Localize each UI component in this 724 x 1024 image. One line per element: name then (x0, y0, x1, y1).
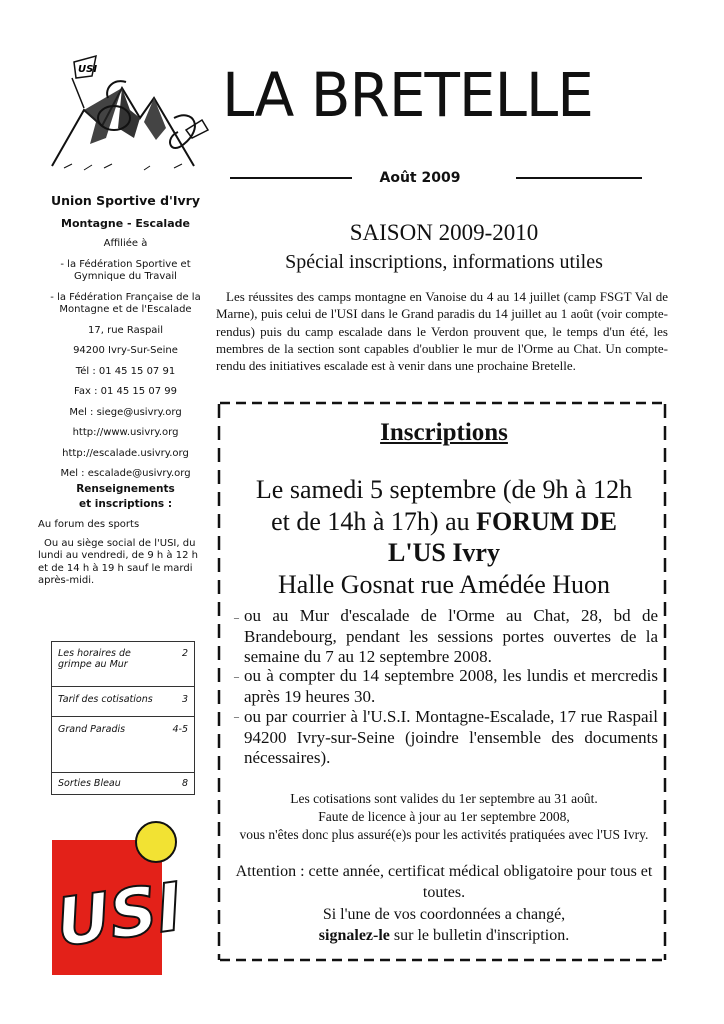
bullet-dash: – (234, 712, 239, 723)
sidebar-info-heading-1: Renseignements (76, 482, 175, 495)
sidebar-forum: Au forum des sports (38, 519, 140, 531)
toc-row[interactable] (52, 686, 194, 716)
toc-page: 4-5 (172, 724, 188, 735)
svg-text:USI: USI (78, 64, 98, 75)
forum-announcement (226, 474, 662, 601)
sidebar-city: 94200 Ivry-Sur-Seine (73, 345, 178, 357)
toc-page: 3 (181, 694, 188, 705)
inscription-option-2: ou à compter du 14 septembre 2008, les lundis et mercredis après 19 heures 30. (244, 666, 658, 706)
toc-page: 2 (181, 648, 188, 659)
forum-line-2-bold: FORUM DE (476, 506, 617, 536)
toc-label: Tarif des cotisations (58, 694, 153, 705)
inscription-option-3: ou par courrier à l'U.S.I. Montagne-Escalade, 17 rue Raspail 94200 Ivry-sur-Seine (joindre l'ensemble des documents nécessaires). (244, 707, 658, 768)
forum-line-2-text: et de 14h à 17h) au (271, 506, 477, 536)
sidebar-escalade-website-link[interactable]: http://escalade.usivry.org (62, 447, 189, 459)
toc-label: Grand Paradis (58, 724, 126, 735)
validity-line-1: Les cotisations sont valides du 1er septembre au 31 août. (290, 791, 598, 806)
inscriptions-heading: Inscriptions (380, 419, 508, 446)
table-of-contents (51, 641, 195, 795)
masthead-rule-right (516, 177, 642, 179)
usi-red-logo-icon (52, 820, 180, 975)
attention-line-1: Attention : cette année, certificat médical obligatoire pour tous et toutes. (235, 863, 653, 902)
season-title: SAISON 2009-2010 (349, 220, 539, 245)
usi-logo-text: USI (52, 868, 180, 962)
toc-label: Les horaires de grimpe au Mur (58, 648, 131, 670)
masthead-title: LA BRETELLE (222, 59, 593, 131)
usi-mountain-climber-icon (44, 48, 214, 180)
validity-line-3: vous n'êtes donc plus assuré(e)s pour les activités pratiquées avec l'US Ivry. (239, 827, 649, 843)
forum-line-2 (226, 506, 662, 538)
sidebar-street: 17, rue Raspail (88, 324, 163, 336)
sidebar-org-name: Union Sportive d'Ivry (51, 193, 200, 208)
toc-label: Sorties Bleau (58, 778, 121, 789)
sidebar-federation-fsgt: - la Fédération Sportive et Gymnique du Travail (60, 258, 191, 283)
bullet-dash: – (234, 672, 239, 683)
toc-page: 8 (181, 778, 188, 789)
sidebar-email-link[interactable]: Mel : siege@usivry.org (69, 406, 182, 418)
issue-date: Août 2009 (379, 170, 461, 186)
sidebar-info-heading-2: et inscriptions : (78, 498, 173, 510)
forum-line-4: Halle Gosnat rue Amédée Huon (277, 570, 611, 600)
forum-line-3: L'US Ivry (388, 538, 500, 568)
sidebar-escalade-email-link[interactable]: Mel : escalade@usivry.org (60, 468, 191, 480)
attention-signal-bold: signalez-le (318, 926, 390, 944)
toc-row[interactable] (52, 642, 194, 686)
toc-row[interactable] (52, 772, 194, 794)
sidebar-federation-ffme: - la Fédération Française de la Montagne et de l'Escalade (50, 291, 201, 316)
validity-notice (226, 790, 662, 845)
inscription-option-1: ou au Mur d'escalade de l'Orme au Chat, 28, bd de Brandebourg, pendant les sessions portes ouvertes de la semaine du 7 au 12 septembre 2008. (244, 606, 658, 667)
season-subtitle: Spécial inscriptions, informations utiles (285, 251, 603, 273)
sidebar-seat-hours: Ou au siège social de l'USI, du lundi au vendredi, de 9 h à 12 h et de 14 h à 19 h sauf le mardi après-midi. (38, 537, 198, 587)
attention-signal-text: sur le bulletin d'inscription. (389, 926, 570, 944)
forum-line-1: Le samedi 5 septembre (de 9h à 12h (255, 475, 633, 504)
sidebar-website-link[interactable]: http://www.usivry.org (72, 427, 179, 439)
bullet-dash: – (234, 613, 239, 624)
sidebar (38, 193, 207, 588)
attention-line-3 (226, 925, 662, 946)
sidebar-fax: Fax : 01 45 15 07 99 (74, 386, 177, 398)
sidebar-phone: Tél : 01 45 15 07 91 (75, 365, 176, 377)
sidebar-affiliated: Affiliée à (103, 238, 148, 250)
toc-row[interactable] (52, 716, 194, 772)
attention-line-2: Si l'une de vos coordonnées a changé, (322, 905, 566, 923)
intro-paragraph: Les réussites des camps montagne en Vanoise du 4 au 14 juillet (camp FSGT Val de Marne), puis celui de l'USI dans le Grand paradis du 14 juillet au 1 août (voir compte-rendus) puis du camp escalade dans le Verdon prouvent que, le temps d'un été, les membres de la section sont capables d'oublier le mur de l'Orme au Chat. Un compte-rendu des initiatives escalade est à venir dans une prochaine Bretelle. (216, 289, 668, 374)
validity-line-2: Faute de licence à jour au 1er septembre 2008, (318, 809, 570, 825)
sidebar-section-name: Montagne - Escalade (61, 216, 190, 230)
attention-notice (226, 861, 662, 946)
